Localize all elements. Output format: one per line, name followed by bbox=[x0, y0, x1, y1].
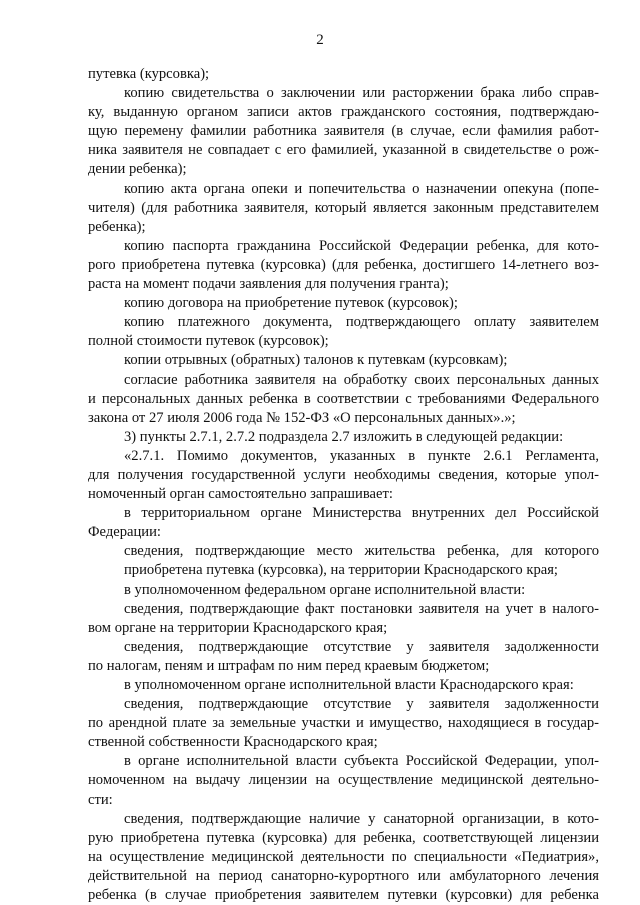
text-line: по арендной плате за земельные участки и имущество, находящиеся в государ- bbox=[88, 715, 599, 732]
text-line: сведения, подтверждающие наличие у санаторной организации, в кото- bbox=[124, 810, 599, 827]
text-line: согласие работника заявителя на обработку своих персональных данных bbox=[124, 371, 599, 388]
text-line: по налогам, пеням и штрафам по ним перед краевым бюджетом; bbox=[88, 657, 490, 674]
text-line: сведения, подтверждающие отсутствие у заявителя задолженности bbox=[124, 638, 599, 655]
text-line: и персональных данных ребенка в соответствии с требованиями Федерального bbox=[88, 390, 599, 407]
page-number: 2 bbox=[316, 32, 324, 48]
text-line: сти: bbox=[88, 791, 113, 808]
text-line: рого приобретена путевка (курсовка) (для ребенка, достигшего 14-летнего воз- bbox=[88, 256, 599, 273]
text-line: рую приобретена путевка (курсовка) для ребенка, соответствующей лицензии bbox=[88, 829, 599, 846]
text-line: копию договора на приобретение путевок (курсовок); bbox=[124, 295, 458, 312]
text-line: копию платежного документа, подтверждающего оплату заявителем bbox=[124, 314, 599, 331]
text-line: в уполномоченном федеральном органе исполнительной власти: bbox=[124, 581, 526, 598]
text-line: дении ребенка); bbox=[88, 161, 187, 178]
text-line: 3) пункты 2.7.1, 2.7.2 подраздела 2.7 изложить в следующей редакции: bbox=[124, 428, 564, 445]
text-line: ственной собственности Краснодарского края; bbox=[88, 734, 378, 751]
text-line: для получения государственной услуги необходимы сведения, которые упол- bbox=[88, 466, 599, 483]
text-line: вом органе на территории Краснодарского края; bbox=[88, 619, 388, 636]
text-line: ребенка); bbox=[88, 218, 146, 235]
text-line: в уполномоченном органе исполнительной власти Краснодарского края: bbox=[124, 677, 574, 693]
text-line: приобретена путевка (курсовка), на территории Краснодарского края; bbox=[124, 562, 558, 579]
text-line: Федерации: bbox=[88, 524, 161, 541]
text-line: полной стоимости путевок (курсовок); bbox=[88, 333, 329, 350]
text-line: копию свидетельства о заключении или расторжении брака либо справ- bbox=[124, 85, 599, 102]
text-line: сведения, подтверждающие место жительства ребенка, для которого bbox=[124, 543, 599, 560]
text-line: «2.7.1. Помимо документов, указанных в пункте 2.6.1 Регламента, bbox=[124, 447, 599, 464]
text-line: действительной на период санаторно-курортного или амбулаторного лечения bbox=[88, 867, 599, 884]
text-line: в территориальном органе Министерства внутренних дел Российской bbox=[124, 505, 599, 522]
text-line: в органе исполнительной власти субъекта Российской Федерации, упол- bbox=[124, 753, 599, 770]
text-line: копию паспорта гражданина Российской Федерации ребенка, для кото- bbox=[124, 237, 599, 254]
text-line: закона от 27 июля 2006 года № 152-ФЗ «О персональных данных».»; bbox=[88, 409, 516, 426]
text-line: номоченный орган самостоятельно запрашивает: bbox=[88, 486, 393, 503]
text-line: на осуществление медицинской деятельности по специальности «Педиатрия», bbox=[88, 848, 599, 865]
text-line: номоченном на выдачу лицензии на осуществление медицинской деятельно- bbox=[88, 772, 599, 789]
text-line: щую перемену фамилии работника заявителя (в случае, если фамилия работ- bbox=[88, 123, 599, 140]
document-body bbox=[88, 65, 599, 905]
text-line: сведения, подтверждающие отсутствие у заявителя задолженности bbox=[124, 696, 599, 713]
text-line: раста на момент подачи заявления для получения гранта); bbox=[88, 276, 449, 293]
text-line: сведения, подтверждающие факт постановки заявителя на учет в налого- bbox=[124, 600, 599, 617]
text-line: ника заявителя не совпадает с его фамилией, указанной в свидетельстве о рож- bbox=[88, 142, 599, 159]
text-line: копию акта органа опеки и попечительства о назначении опекуна (попе- bbox=[124, 180, 599, 197]
text-line: ку, выданную органом записи актов гражданского состояния, подтверждаю- bbox=[88, 104, 599, 121]
text-line: чителя) (для работника заявителя, который является законным представителем bbox=[88, 199, 599, 216]
text-line: ребенка (в случае приобретения заявителем путевки (курсовки) для ребенка bbox=[88, 887, 599, 904]
text-line: копии отрывных (обратных) талонов к путевкам (курсовкам); bbox=[124, 352, 508, 369]
text-line: путевка (курсовка); bbox=[88, 66, 210, 82]
